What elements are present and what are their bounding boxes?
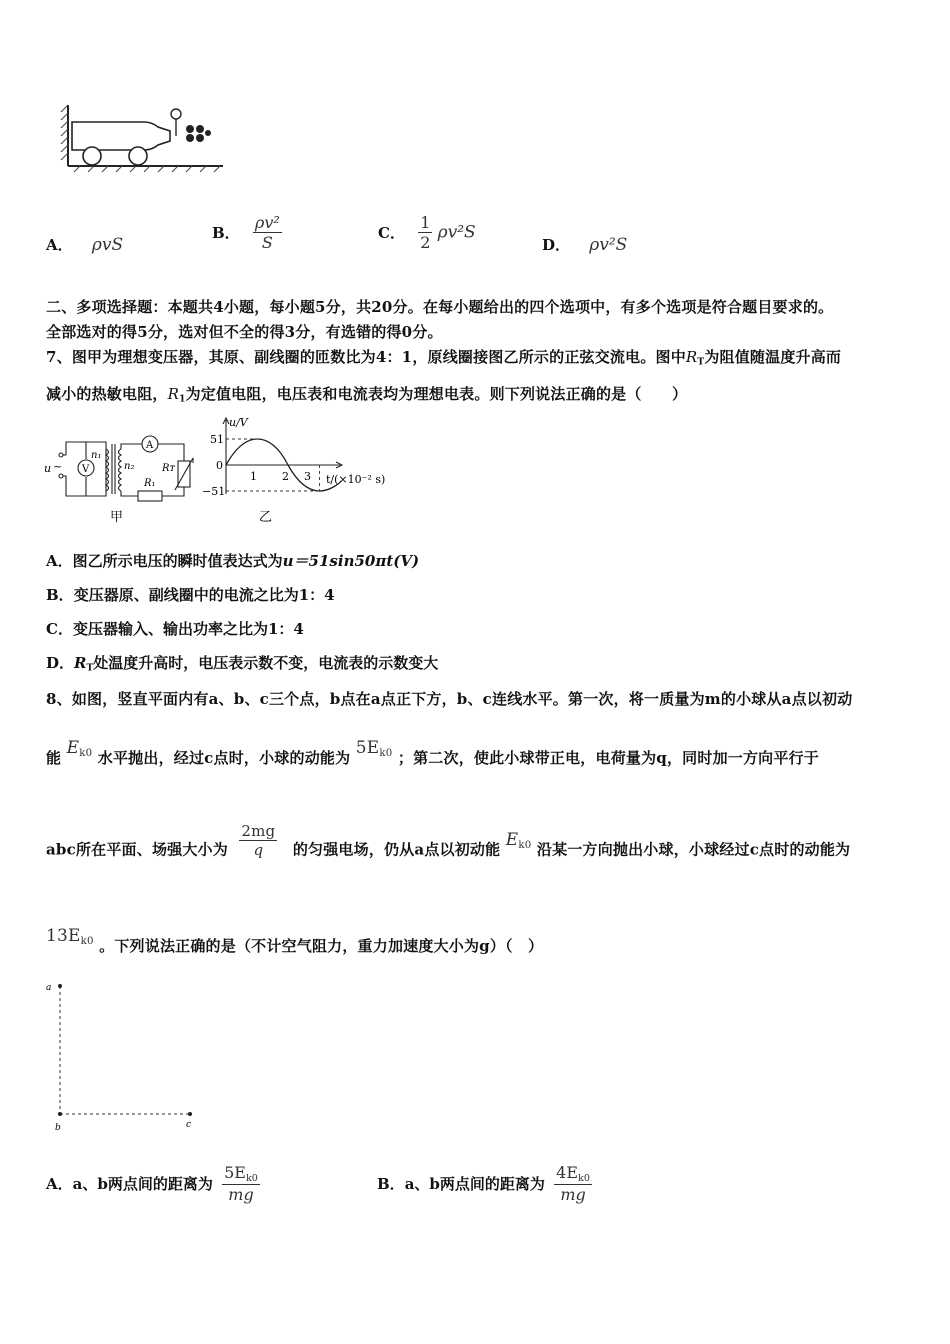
rt-label: Rᴛ — [162, 463, 176, 474]
graph-xtick-3: 3 — [304, 470, 311, 483]
q8-option-a[interactable]: A．a、b两点间的距离为 $\frac{5E_{k0}}{mg}$ — [46, 1163, 258, 1204]
cart-figure — [58, 100, 228, 175]
caption-yi: 乙 — [259, 510, 273, 525]
option-label: A． — [46, 236, 73, 254]
label-b: b — [55, 1123, 61, 1133]
point-b — [58, 1112, 62, 1116]
graph-xlabel: t/(×10⁻² s) — [326, 473, 386, 486]
q8-stem-line3: abc所在平面、场强大小为 $\frac{2mg}{q}$ 的匀强电场，仍从a点以初动能 $E_{k0}$ 沿某一方向抛出小球，小球经过c点时的动能为 — [46, 822, 851, 859]
q8-points-figure — [40, 978, 210, 1138]
q8-option-b[interactable]: B．a、b两点间的距离为 $\frac{4E_{k0}}{mg}$ — [377, 1163, 590, 1204]
svg-text:~: ~ — [53, 460, 63, 473]
point-a — [58, 984, 62, 988]
q6-option-a[interactable] — [46, 234, 123, 255]
q7-option-c[interactable]: C．变压器输入、输出功率之比为1：4 — [46, 620, 304, 638]
q7-figure — [44, 414, 394, 529]
caption-jia: 甲 — [110, 510, 124, 525]
option-label: B． — [212, 224, 240, 242]
q6-option-b[interactable] — [212, 213, 282, 252]
q7-option-a[interactable]: A．图乙所示电压的瞬时值表达式为u＝51sin50πt(V) — [46, 552, 420, 570]
ammeter-icon: A — [146, 440, 154, 451]
voltmeter-icon: V — [82, 464, 90, 475]
graph-xtick-1: 1 — [250, 470, 257, 483]
option-label: C． — [378, 224, 405, 242]
point-c — [188, 1112, 192, 1116]
section-heading-line1: 二、多项选择题：本题共4小题，每小题5分，共20分。在每小题给出的四个选项中，有多个选项是符合题目要求的。 — [46, 298, 834, 316]
n1-label: n₁ — [91, 450, 102, 461]
label-a: a — [46, 983, 52, 993]
graph-ylabel: u/V — [229, 416, 248, 429]
q7-stem-line1: 7、图甲为理想变压器，其原、副线圈的匝数比为4：1，原线圈接图乙所示的正弦交流电。图中$R_T$为阻值随温度升高而 — [46, 348, 842, 368]
r1-label: R₁ — [144, 478, 156, 489]
distance-fraction: $\frac{5E_{k0}}{mg}$ — [224, 1163, 258, 1204]
option-expr: ρv²S — [437, 222, 476, 243]
formula: u＝51sin50πt(V) — [282, 552, 420, 570]
circuit-u-label: u — [44, 462, 52, 475]
option-fraction: $\frac{\text{ρv²}}{S}$ — [254, 213, 280, 252]
graph-ytick-zero: 0 — [216, 459, 223, 472]
field-fraction: $\frac{2mg}{q}$ — [241, 822, 276, 859]
option-expr: ρvS — [91, 235, 124, 255]
q7-stem-line2: 减小的热敏电阻，$R_1$为定值电阻，电压表和电流表均为理想电表。则下列说法正确的是（ ） — [46, 385, 688, 405]
q7-option-d[interactable]: D．$R_T$处温度升高时，电压表示数不变，电流表的示数变大 — [46, 654, 439, 674]
option-label: D． — [542, 236, 571, 254]
n2-label: n₂ — [124, 461, 135, 472]
graph-xtick-2: 2 — [282, 470, 289, 483]
q8-stem-line1: 8、如图，竖直平面内有a、b、c三个点，b点在a点正下方，b、c连线水平。第一次，将一质量为m的小球从a点以初动 — [46, 690, 853, 708]
q6-option-d[interactable] — [542, 234, 627, 255]
section-heading-line2: 全部选对的得5分，选对但不全的得3分，有选错的得0分。 — [46, 323, 443, 341]
distance-fraction: $\frac{4E_{k0}}{mg}$ — [556, 1163, 590, 1204]
q6-option-c[interactable] — [378, 213, 476, 252]
graph-ytick-bottom: −51 — [202, 485, 226, 498]
q8-stem-line2: 能 $E_{k0}$ 水平抛出，经过c点时，小球的动能为 $5E_{k0}$ ；第二次，使此小球带正电，电荷量为q，同时加一方向平行于 — [46, 738, 819, 767]
label-c: c — [186, 1120, 192, 1130]
option-expr: ρv²S — [589, 235, 628, 255]
option-coefficient: $\frac{1}{2}$ — [420, 213, 431, 252]
graph-ytick-top: 51 — [210, 433, 224, 446]
q8-stem-line4: $13E_{k0}$ 。下列说法正确的是（不计空气阻力，重力加速度大小为g）（ ） — [46, 926, 544, 955]
q7-option-b[interactable]: B．变压器原、副线圈中的电流之比为1：4 — [46, 586, 335, 604]
